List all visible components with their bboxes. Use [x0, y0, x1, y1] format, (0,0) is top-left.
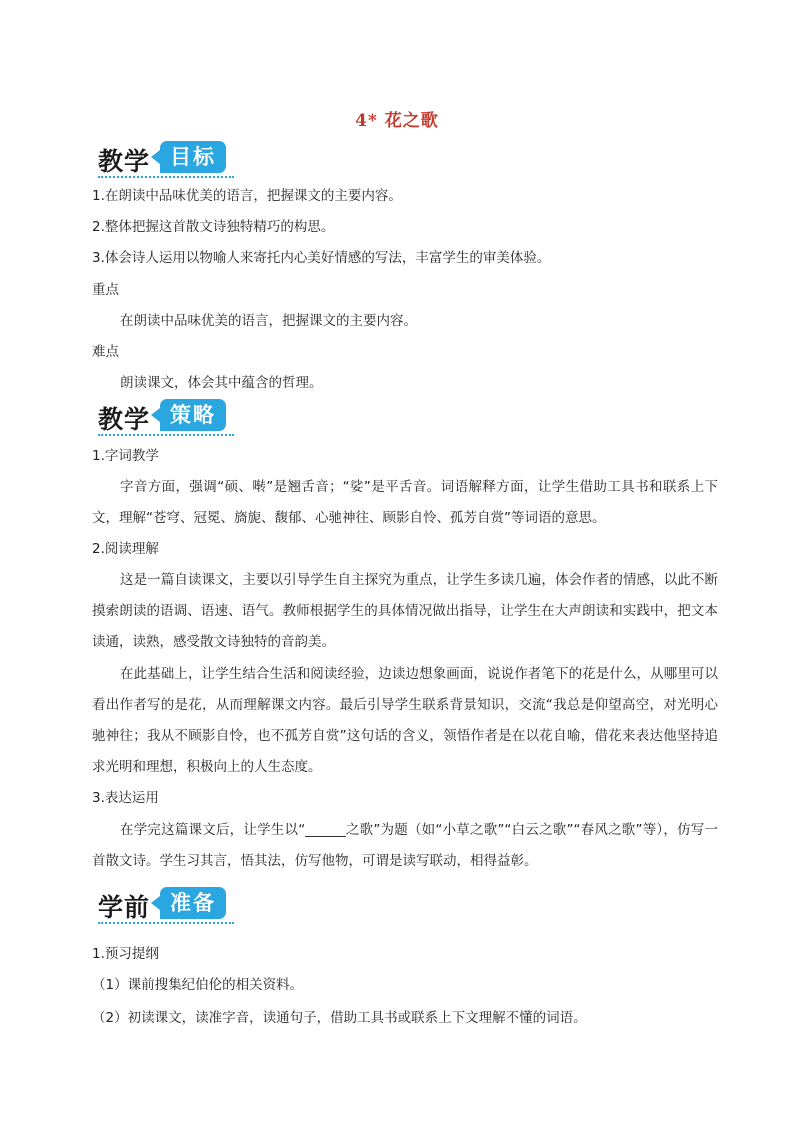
dotted-underline	[98, 922, 234, 924]
strategy-paragraph-4: 在学完这篇课文后，让学生以“______之歌”为题（如“小草之歌”“白云之歌”“春风之歌”等），仿写一首散文诗。学生习其言，悟其法，仿写他物，可谓是读写联动，相得益彰。	[92, 822, 718, 869]
strategy-paragraph-1: 字音方面，强调“硕、啭”是翘舌音；“娑”是平舌音。词语解释方面，让学生借助工具书和联系上下文，理解“苍穹、冠冕、旖旎、馥郁、心驰神往、顾影自怜、孤芳自赏”等词语的意思。	[92, 479, 718, 526]
section-header-tag: 目标	[160, 141, 226, 173]
goal-item-2: 2.整体把握这首散文诗独特精巧的构思。	[92, 219, 335, 235]
section-header-label: 学前	[98, 893, 151, 922]
lesson-title: 4* 花之歌	[355, 111, 439, 131]
strategy-paragraph-2: 这是一篇自读课文，主要以引导学生自主探究为重点，让学生多读几遍，体会作者的情感，以此不断摸索朗读的语调、语速、语气。教师根据学生的具体情况做出指导，让学生在大声朗读和实践中，把文本读通，读熟，感受散文诗独特的音韵美。	[92, 572, 718, 650]
dotted-underline	[98, 434, 234, 436]
dotted-underline	[98, 176, 234, 178]
goal-item-3: 3.体会诗人运用以物喻人来寄托内心美好情感的写法，丰富学生的审美体验。	[92, 250, 551, 266]
difficulty-label: 难点	[92, 344, 119, 360]
section-header-goals	[92, 140, 242, 180]
key-point-text: 在朗读中品味优美的语言，把握课文的主要内容。	[120, 313, 417, 329]
strategy-subheading-1: 1.字词教学	[92, 448, 159, 464]
prep-subheading-1: 1.预习提纲	[92, 946, 159, 962]
strategy-paragraph-3: 在此基础上，让学生结合生活和阅读经验，边读边想象画面，说说作者笔下的花是什么，从哪里可以看出作者写的是花，从而理解课文内容。最后引导学生联系背景知识，交流“我总是仰望高空，对光明心驰神往；我从不顾影自怜，也不孤芳自赏”这句话的含义，领悟作者是在以花自喻，借花来表达他坚持追求光明和理想，积极向上的人生态度。	[92, 666, 718, 775]
section-header-strategy	[92, 398, 242, 438]
prep-item-1: （1）课前搜集纪伯伦的相关资料。	[92, 977, 304, 993]
section-header-prep	[92, 886, 242, 926]
goal-item-1: 1.在朗读中品味优美的语言，把握课文的主要内容。	[92, 188, 402, 204]
section-header-label: 教学	[98, 147, 151, 176]
difficulty-text: 朗读课文，体会其中蕴含的哲理。	[120, 375, 323, 391]
key-point-label: 重点	[92, 282, 119, 298]
prep-item-2: （2）初读课文，读准字音，读通句子，借助工具书或联系上下文理解不懂的词语。	[92, 1010, 587, 1026]
strategy-subheading-3: 3.表达运用	[92, 790, 159, 806]
section-header-label: 教学	[98, 405, 151, 434]
section-header-tag: 策略	[160, 399, 226, 431]
section-header-tag: 准备	[160, 887, 226, 919]
strategy-subheading-2: 2.阅读理解	[92, 541, 159, 557]
